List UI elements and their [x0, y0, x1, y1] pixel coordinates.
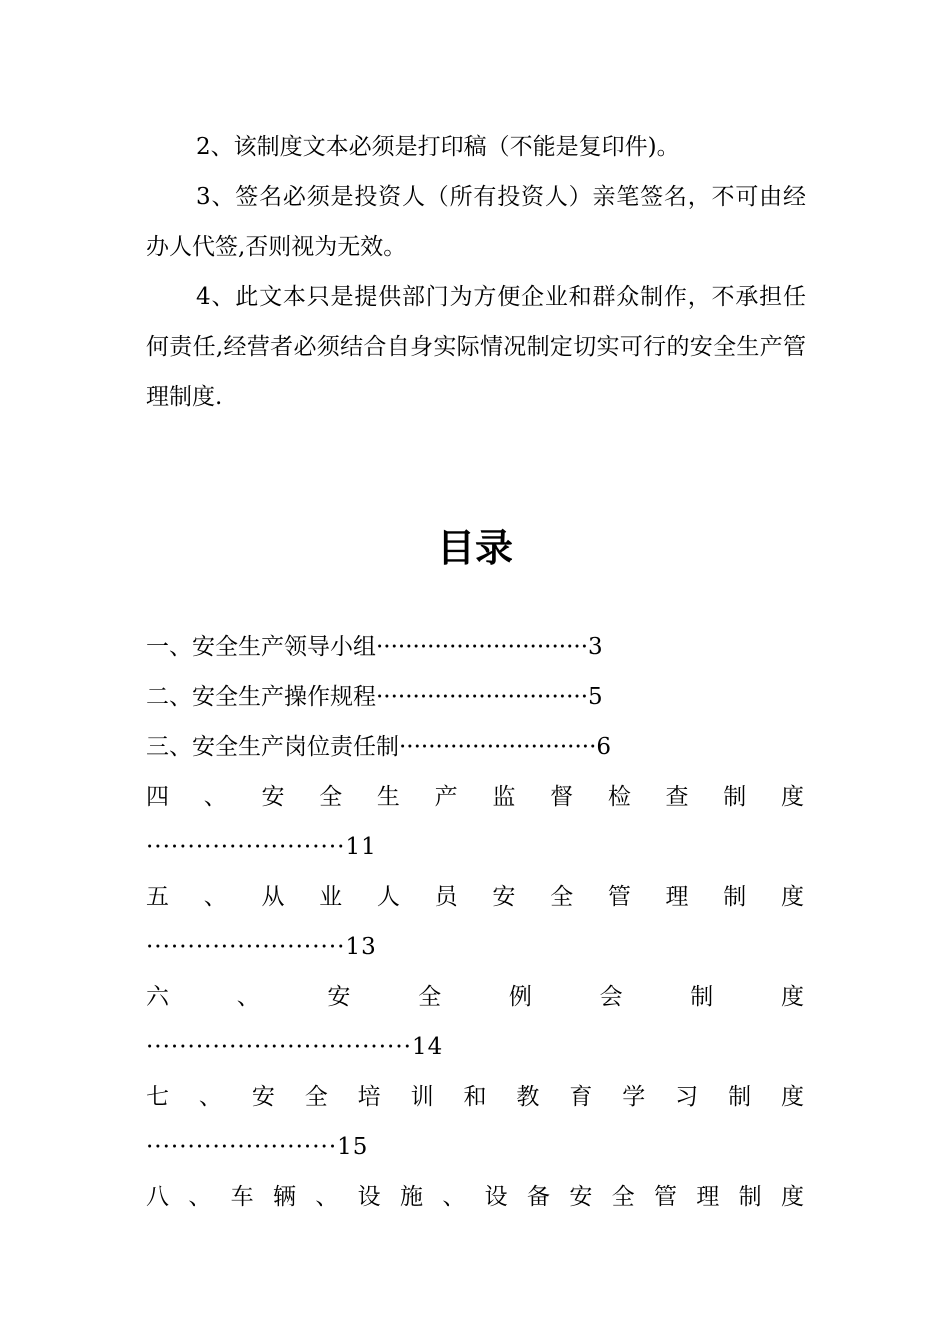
toc-item-6-title: 六 、 安 全 例 会 制 度 [146, 984, 806, 1010]
toc-item-8-title: 八 、 车 辆 、 设 施 、 设 备 安 全 管 理 制 度 [146, 1184, 806, 1210]
note-3: 3、签名必须是投资人（所有投资人）亲笔签名，不可由经办人代签,否则视为无效。 [146, 184, 806, 260]
table-of-contents [146, 622, 806, 1222]
toc-item-7-leader: ·······················15 [146, 1134, 369, 1160]
note-4: 4、此文本只是提供部门为方便企业和群众制作，不承担任何责任,经营者必须结合自身实际情况制定切实可行的安全生产管理制度. [146, 284, 806, 410]
notes-section [146, 122, 806, 422]
toc-item-5-title: 五 、 从 业 人 员 安 全 管 理 制 度 [146, 884, 806, 910]
toc-item-2: 二、安全生产操作规程·····························5 [146, 684, 603, 710]
toc-item-4-title: 四 、 安 全 生 产 监 督 检 查 制 度 [146, 784, 806, 810]
toc-item-7-title: 七 、 安 全 培 训 和 教 育 学 习 制 度 [146, 1084, 806, 1110]
toc-title: 目录 [436, 526, 513, 570]
note-2: 2、该制度文本必须是打印稿（不能是复印件)。 [196, 134, 680, 160]
toc-item-1: 一、安全生产领导小组·····························3 [146, 634, 603, 660]
toc-item-4-leader: ························11 [146, 834, 377, 860]
toc-item-5-leader: ························13 [146, 934, 377, 960]
toc-item-6-leader: ································14 [146, 1034, 444, 1060]
toc-item-3: 三、安全生产岗位责任制···························6 [146, 734, 612, 760]
